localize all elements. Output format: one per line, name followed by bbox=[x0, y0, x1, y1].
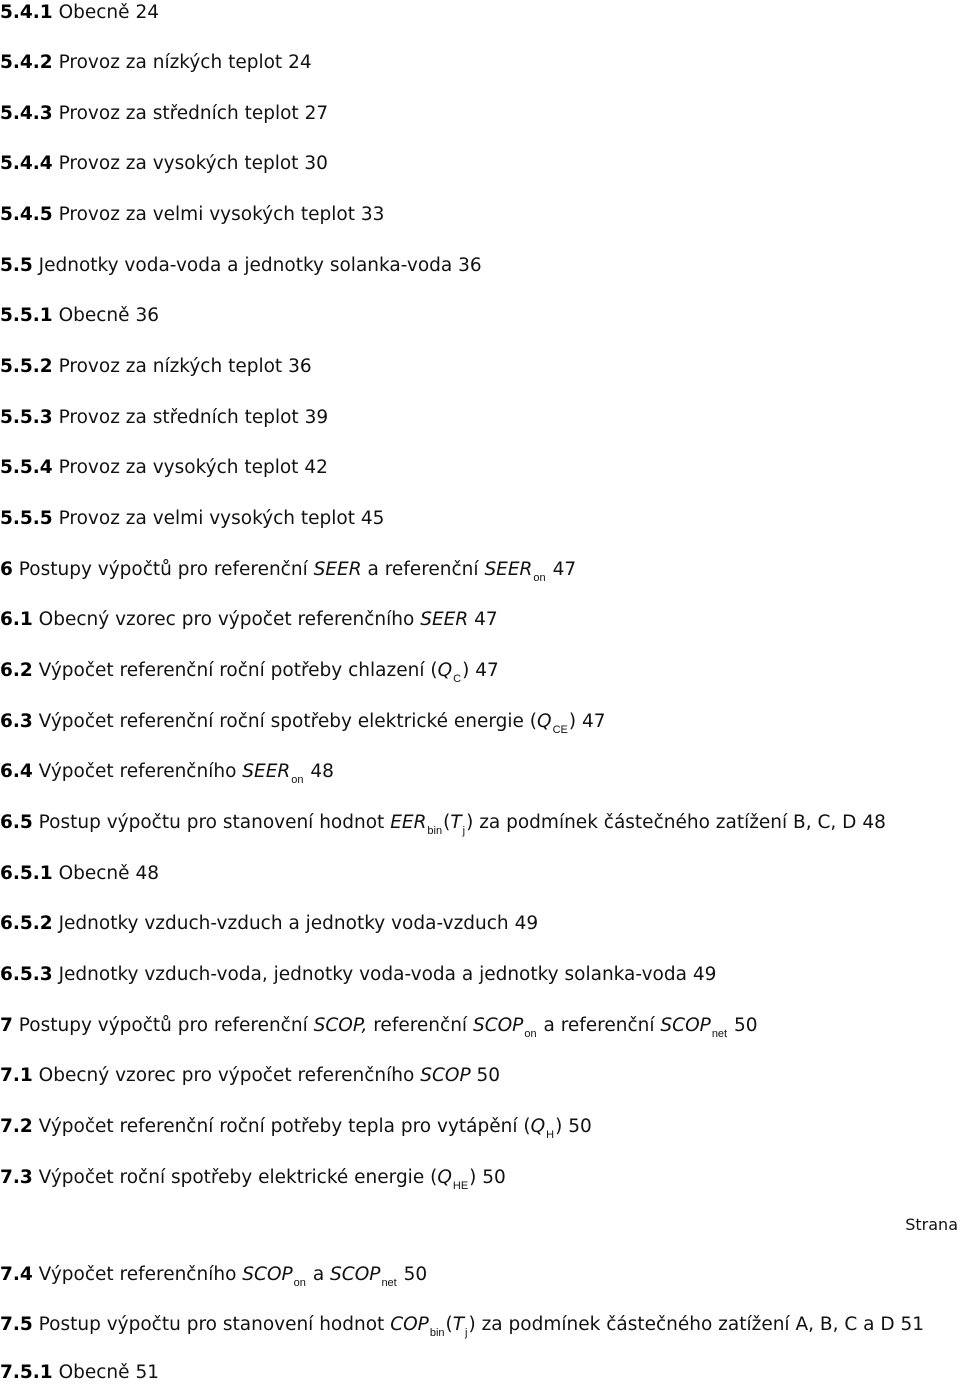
toc-number: 6.5.2 bbox=[0, 913, 53, 934]
toc-page: 47 bbox=[581, 711, 606, 732]
toc-page: 49 bbox=[692, 964, 717, 985]
toc-title: Postupy výpočtů pro referenční bbox=[18, 1015, 308, 1036]
toc-number: 6.1 bbox=[0, 609, 33, 630]
toc-page: 50 bbox=[734, 1015, 758, 1036]
toc-entry-6-2 bbox=[0, 658, 499, 686]
toc-title: Provoz za vysokých teplot bbox=[58, 457, 299, 478]
toc-entry-6-1 bbox=[0, 607, 498, 633]
toc-symbol-q: Q bbox=[437, 1167, 452, 1188]
toc-number: 5.4.1 bbox=[0, 2, 53, 23]
toc-title-tail: ) za podmínek částečného zatížení B, C, D bbox=[466, 812, 857, 833]
toc-subscript: on bbox=[524, 1028, 537, 1040]
toc-subscript: CE bbox=[552, 724, 568, 736]
toc-entry-6-5 bbox=[0, 810, 886, 838]
toc-symbol-seer: SEER bbox=[420, 609, 469, 630]
toc-entry-5-5-2 bbox=[0, 354, 312, 380]
toc-number: 7.5.1 bbox=[0, 1362, 53, 1383]
toc-title: Provoz za nízkých teplot bbox=[58, 356, 283, 377]
toc-title: Obecně bbox=[58, 2, 130, 23]
toc-page: 47 bbox=[552, 559, 577, 580]
toc-page: 50 bbox=[476, 1065, 501, 1086]
toc-title: Obecně bbox=[58, 305, 130, 326]
toc-entry-5-5-4 bbox=[0, 455, 328, 481]
toc-title-cont: referenční bbox=[373, 1015, 468, 1036]
toc-page: 48 bbox=[135, 863, 159, 884]
toc-entry-5-4-5 bbox=[0, 202, 384, 228]
toc-symbol-q: Q bbox=[537, 711, 552, 732]
toc-title: Obecně bbox=[58, 863, 130, 884]
toc-number: 6 bbox=[0, 559, 13, 580]
toc-title: Provoz za velmi vysokých teplot bbox=[58, 204, 355, 225]
toc-subscript: j bbox=[465, 1327, 468, 1339]
toc-title: Výpočet referenčního bbox=[38, 761, 237, 782]
toc-page: 36 bbox=[288, 356, 312, 377]
toc-title: Jednotky voda-voda a jednotky solanka-voda bbox=[38, 255, 453, 276]
toc-number: 7.4 bbox=[0, 1264, 33, 1285]
toc-subscript: HE bbox=[452, 1180, 469, 1192]
toc-entry-5-5-1 bbox=[0, 303, 159, 329]
toc-number: 5.5.3 bbox=[0, 407, 53, 428]
toc-symbol-scop: SCOP bbox=[472, 1015, 524, 1036]
toc-page: 50 bbox=[482, 1167, 506, 1188]
toc-entry-7 bbox=[0, 1013, 758, 1041]
toc-subscript: net bbox=[381, 1277, 397, 1289]
toc-subscript: on bbox=[293, 1277, 306, 1289]
toc-symbol-seer: SEER bbox=[484, 559, 533, 580]
toc-page: 50 bbox=[568, 1116, 592, 1137]
toc-number: 5.5.1 bbox=[0, 305, 53, 326]
toc-title-tail: ) za podmínek částečného zatížení A, B, C a D bbox=[468, 1314, 895, 1335]
toc-entry-6 bbox=[0, 557, 576, 585]
toc-symbol-scop: SCOP, bbox=[313, 1015, 368, 1036]
toc-title: Provoz za středních teplot bbox=[58, 103, 299, 124]
toc-paren: ( bbox=[445, 1314, 453, 1335]
toc-title: Provoz za středních teplot bbox=[58, 407, 299, 428]
toc-number: 6.3 bbox=[0, 711, 33, 732]
toc-subscript: net bbox=[711, 1028, 728, 1040]
toc-subscript: j bbox=[462, 825, 466, 837]
toc-title: Provoz za velmi vysokých teplot bbox=[58, 508, 355, 529]
toc-page: 51 bbox=[135, 1362, 159, 1383]
toc-title: Postup výpočtu pro stanovení hodnot bbox=[38, 812, 385, 833]
toc-number: 5.5 bbox=[0, 255, 33, 276]
toc-symbol-seer: SEER bbox=[242, 761, 291, 782]
toc-entry-5-4-2 bbox=[0, 50, 312, 76]
toc-page: 30 bbox=[304, 153, 328, 174]
toc-number: 7 bbox=[0, 1015, 13, 1036]
toc-number: 6.4 bbox=[0, 761, 33, 782]
toc-number: 6.5.1 bbox=[0, 863, 53, 884]
toc-title-tail: ) bbox=[555, 1116, 563, 1137]
toc-entry-5-4-4 bbox=[0, 151, 328, 177]
toc-title: Postup výpočtu pro stanovení hodnot bbox=[38, 1314, 385, 1335]
toc-entry-6-4 bbox=[0, 759, 334, 787]
toc-paren: ( bbox=[443, 812, 451, 833]
toc-page: 42 bbox=[304, 457, 328, 478]
toc-symbol-seer: SEER bbox=[313, 559, 362, 580]
toc-symbol-scop: SCOP bbox=[330, 1264, 381, 1285]
toc-title-cont: a referenční bbox=[367, 559, 479, 580]
toc-page: 50 bbox=[403, 1264, 428, 1285]
toc-number: 7.3 bbox=[0, 1167, 33, 1188]
toc-number: 5.4.3 bbox=[0, 103, 53, 124]
toc-page: 49 bbox=[514, 913, 539, 934]
toc-number: 5.5.5 bbox=[0, 508, 53, 529]
toc-symbol-cop: COP bbox=[390, 1314, 429, 1335]
toc-entry-5-4-1 bbox=[0, 0, 159, 26]
toc-page: 45 bbox=[360, 508, 385, 529]
toc-entry-6-5-1 bbox=[0, 861, 159, 887]
toc-symbol-scop: SCOP bbox=[420, 1065, 471, 1086]
toc-page: 48 bbox=[310, 761, 334, 782]
toc-entry-7-5 bbox=[0, 1312, 924, 1340]
toc-symbol-t: T bbox=[450, 812, 462, 833]
toc-page: 36 bbox=[458, 255, 482, 276]
toc-entry-6-5-3 bbox=[0, 962, 716, 988]
toc-symbol-q: Q bbox=[530, 1116, 546, 1137]
toc-number: 5.4.4 bbox=[0, 153, 53, 174]
toc-entry-5-5-3 bbox=[0, 405, 328, 431]
toc-number: 6.5 bbox=[0, 812, 33, 833]
toc-symbol-scop: SCOP bbox=[660, 1015, 711, 1036]
toc-number: 5.5.4 bbox=[0, 457, 53, 478]
toc-page: 47 bbox=[474, 609, 498, 630]
toc-symbol-t: T bbox=[452, 1314, 465, 1335]
toc-symbol-eer: EER bbox=[390, 812, 427, 833]
toc-title: Obecný vzorec pro výpočet referenčního bbox=[38, 609, 415, 630]
strana-label: Strana bbox=[905, 1215, 958, 1234]
toc-page: 27 bbox=[304, 103, 329, 124]
toc-page: 47 bbox=[475, 660, 499, 681]
toc-number: 6.2 bbox=[0, 660, 33, 681]
toc-subscript: bin bbox=[429, 1327, 445, 1339]
toc-title: Jednotky vzduch-vzduch a jednotky voda-vzduch bbox=[58, 913, 509, 934]
toc-number: 5.4.5 bbox=[0, 204, 53, 225]
toc-title: Výpočet referenční roční spotřeby elektrické energie ( bbox=[38, 711, 538, 732]
toc-entry-7-3 bbox=[0, 1165, 506, 1193]
toc-title-cont: a referenční bbox=[543, 1015, 655, 1036]
toc-title: Výpočet referenční roční potřeby tepla pro vytápění ( bbox=[38, 1116, 531, 1137]
toc-entry-7-2 bbox=[0, 1114, 592, 1142]
toc-entry-7-5-1 bbox=[0, 1360, 159, 1386]
toc-title-tail: ) bbox=[462, 660, 470, 681]
toc-symbol-scop: SCOP bbox=[242, 1264, 293, 1285]
toc-title: Výpočet referenční roční potřeby chlazení ( bbox=[38, 660, 438, 681]
toc-title: Postupy výpočtů pro referenční bbox=[18, 559, 308, 580]
toc-title-tail: ) bbox=[469, 1167, 477, 1188]
toc-entry-5-4-3 bbox=[0, 101, 328, 127]
toc-entry-7-1 bbox=[0, 1063, 500, 1089]
toc-page: 33 bbox=[360, 204, 385, 225]
toc-title-cont: a bbox=[312, 1264, 325, 1285]
toc-page: 24 bbox=[288, 52, 312, 73]
toc-title: Obecný vzorec pro výpočet referenčního bbox=[38, 1065, 415, 1086]
toc-entry-6-5-2 bbox=[0, 911, 538, 937]
toc-subscript: bin bbox=[427, 825, 443, 837]
toc-subscript: H bbox=[546, 1129, 555, 1141]
toc-number: 7.2 bbox=[0, 1116, 33, 1137]
toc-subscript: on bbox=[291, 774, 304, 786]
toc-number: 5.5.2 bbox=[0, 356, 53, 377]
toc-title: Provoz za nízkých teplot bbox=[58, 52, 283, 73]
toc-entry-6-3 bbox=[0, 709, 606, 737]
toc-page: 36 bbox=[135, 305, 159, 326]
toc-entry-5-5 bbox=[0, 253, 482, 279]
toc-title: Výpočet referenčního bbox=[38, 1264, 237, 1285]
toc-title: Obecně bbox=[58, 1362, 130, 1383]
toc-title-tail: ) bbox=[568, 711, 577, 732]
toc-subscript: on bbox=[533, 572, 546, 584]
toc-page: 48 bbox=[862, 812, 886, 833]
toc-number: 7.1 bbox=[0, 1065, 33, 1086]
toc-entry-5-5-5 bbox=[0, 506, 384, 532]
toc-title: Jednotky vzduch-voda, jednotky voda-voda a jednotky solanka-voda bbox=[58, 964, 687, 985]
toc-title: Výpočet roční spotřeby elektrické energie ( bbox=[38, 1167, 438, 1188]
toc-page: 24 bbox=[135, 2, 159, 23]
toc-number: 7.5 bbox=[0, 1314, 33, 1335]
toc-number: 5.4.2 bbox=[0, 52, 53, 73]
toc-page: 51 bbox=[900, 1314, 925, 1335]
toc-subscript: C bbox=[453, 673, 462, 685]
toc-title: Provoz za vysokých teplot bbox=[58, 153, 299, 174]
toc-page: 39 bbox=[304, 407, 329, 428]
toc-symbol-q: Q bbox=[437, 660, 453, 681]
toc-number: 6.5.3 bbox=[0, 964, 53, 985]
toc-entry-7-4 bbox=[0, 1262, 427, 1290]
